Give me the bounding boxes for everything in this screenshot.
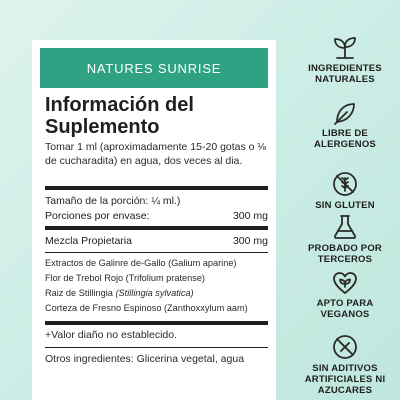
panel-title: Información del Suplemento xyxy=(45,94,194,138)
divider xyxy=(45,321,268,325)
feature-vegan: APTO PARA VEGANOS xyxy=(290,271,400,320)
feature-sidebar xyxy=(290,0,400,400)
feature-natural-ingredients: INGREDIENTES NATURALES xyxy=(290,36,400,85)
feature-third-party-tested: PROBADO POR TERCEROS xyxy=(290,214,400,265)
daily-value-note: +Valor diaño no establecido. xyxy=(45,329,178,341)
feature-allergen-free: LIBRE DE ALERGENOS xyxy=(290,101,400,150)
feature-no-additives: SIN ADITIVOS ARTIFICIALES NI AZUCARES xyxy=(290,334,400,396)
no-additives-icon xyxy=(332,334,358,360)
feature-gluten-free: SIN GLUTEN xyxy=(290,171,400,211)
ingredient-item: Corteza de Fresno Espinoso (Zanthoxxylum aam) xyxy=(45,303,248,313)
supplement-facts-panel xyxy=(32,40,276,400)
servings-per-container: Porciones por envase: 300 mg xyxy=(45,210,268,222)
gluten-free-icon xyxy=(332,171,358,197)
ingredient-item: Raiz de Stillingia (Stillingia sylvatica) xyxy=(45,288,194,298)
divider xyxy=(45,347,268,348)
brand-banner: NATURES SUNRISE xyxy=(40,48,268,88)
divider xyxy=(45,252,268,253)
ingredient-item: Extractos de Galinre de-Gallo (Galium aparine) xyxy=(45,258,237,268)
leaf-icon xyxy=(332,101,358,125)
vegan-heart-icon xyxy=(332,271,358,295)
flask-icon xyxy=(332,214,358,240)
divider xyxy=(45,226,268,230)
proprietary-blend: Mezcla Propietaria 300 mg xyxy=(45,235,268,247)
divider xyxy=(45,186,268,190)
serving-size: Tamaño de la porción: ¼ ml.) xyxy=(45,195,181,207)
directions-text: Tomar 1 ml (aproximadamente 15-20 gotas o ⅛ de cucharadita) en agua, dos veces al dia. xyxy=(45,141,267,167)
ingredient-item: Flor de Trebol Rojo (Trifolium pratense) xyxy=(45,273,205,283)
other-ingredients: Otros ingredientes: Glicerina vegetal, agua xyxy=(45,353,245,365)
sprout-icon xyxy=(332,36,358,60)
